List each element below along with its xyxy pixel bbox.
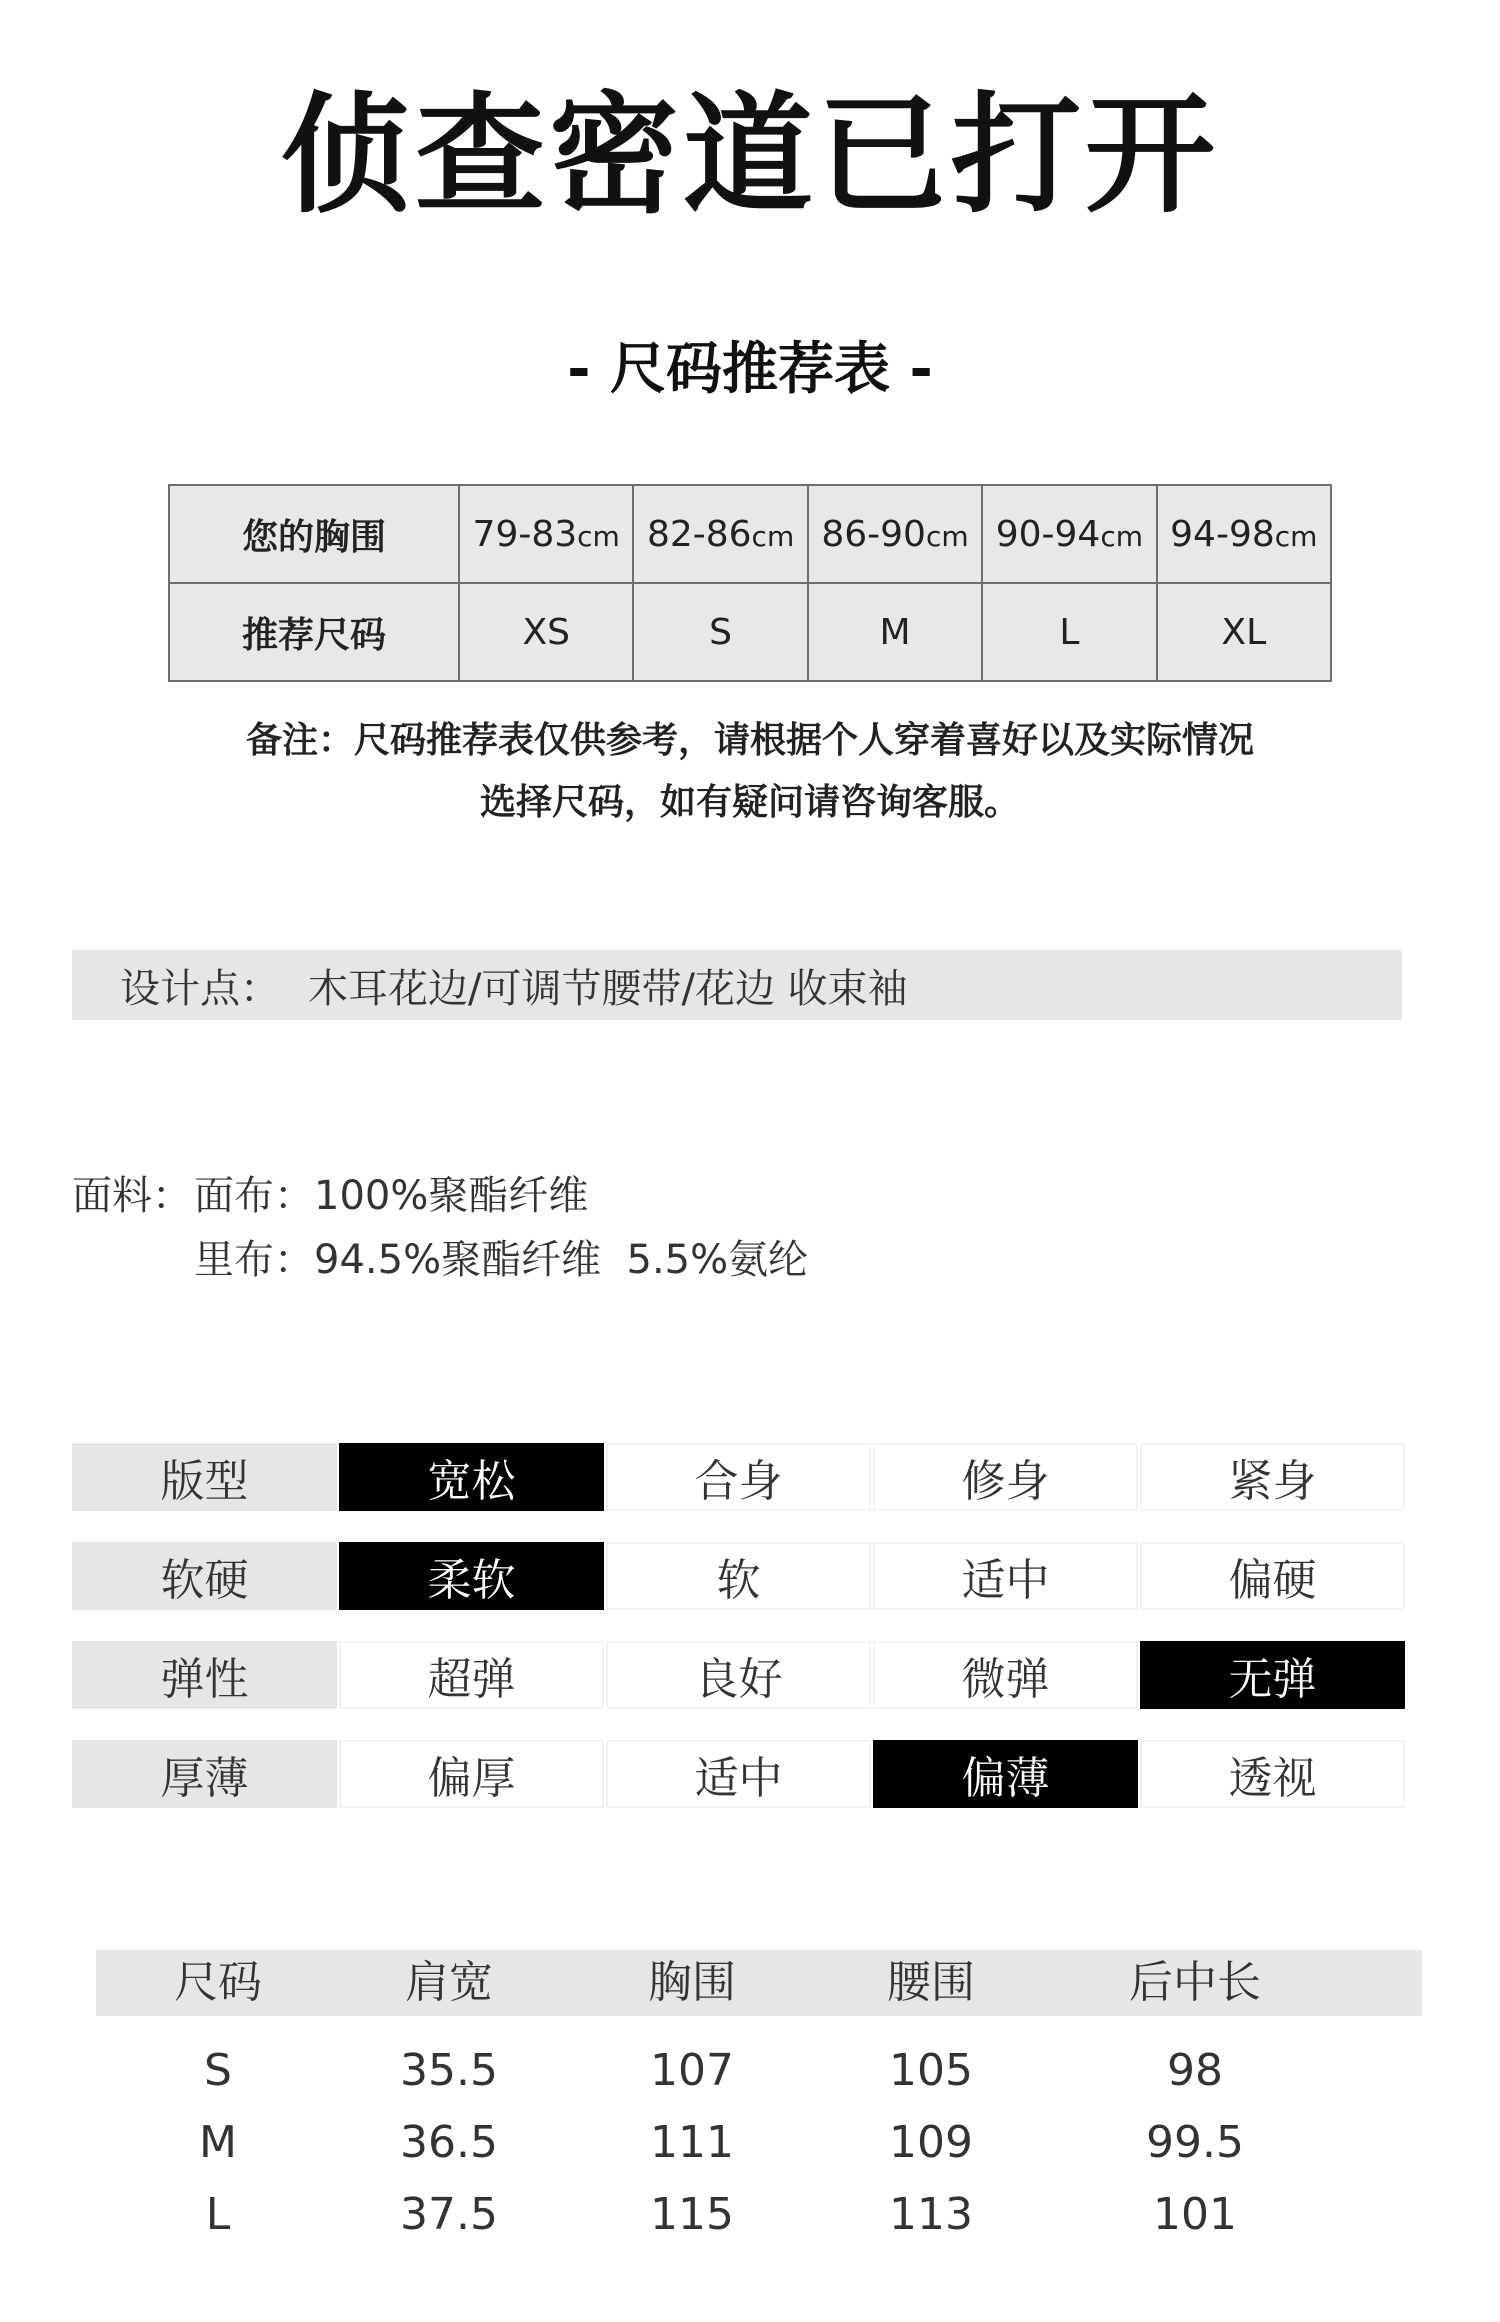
attribute-option: 适中 bbox=[606, 1740, 871, 1808]
attribute-option: 紧身 bbox=[1140, 1443, 1405, 1511]
chest-range-value: 79-83 bbox=[472, 513, 578, 555]
fabric-label: 面料： bbox=[72, 1173, 192, 1219]
fabric-lining-row bbox=[72, 1228, 808, 1292]
attribute-option: 宽松 bbox=[339, 1443, 604, 1511]
measurement-cell: S bbox=[204, 2045, 232, 2096]
measurement-header-cell: 胸围 bbox=[648, 1957, 736, 2008]
attribute-row-softness bbox=[72, 1542, 1406, 1610]
attribute-option: 无弹 bbox=[1140, 1641, 1405, 1709]
design-points-bar bbox=[72, 950, 1402, 1020]
attribute-option: 偏硬 bbox=[1140, 1542, 1405, 1610]
chest-range-value: 90-94 bbox=[995, 513, 1101, 555]
recommended-size: M bbox=[808, 583, 982, 681]
unit-label: cm bbox=[1100, 519, 1143, 553]
fabric-outer-row bbox=[72, 1164, 808, 1228]
chest-range-cell bbox=[1157, 485, 1331, 583]
measurement-cell: 111 bbox=[650, 2117, 734, 2168]
chest-range-value: 82-86 bbox=[646, 513, 752, 555]
measurement-cell: 115 bbox=[650, 2189, 734, 2240]
measurement-cell: 105 bbox=[889, 2045, 973, 2096]
attribute-option: 适中 bbox=[873, 1542, 1138, 1610]
unit-label: cm bbox=[751, 519, 795, 553]
measurement-row bbox=[0, 2110, 1500, 2176]
attribute-option: 软 bbox=[606, 1542, 871, 1610]
lining-fabric-label: 里布： bbox=[194, 1237, 314, 1283]
measurement-cell: L bbox=[205, 2189, 231, 2240]
measurement-row bbox=[0, 2182, 1500, 2248]
measurement-cell: 99.5 bbox=[1146, 2117, 1244, 2168]
size-chart-subtitle: - 尺码推荐表 - bbox=[567, 337, 933, 402]
size-recommendation-table bbox=[168, 484, 1332, 682]
attribute-option: 超弹 bbox=[339, 1641, 604, 1709]
unit-label: cm bbox=[925, 519, 969, 553]
chest-label: 您的胸围 bbox=[169, 485, 459, 583]
measurement-header-cell: 肩宽 bbox=[405, 1957, 493, 2008]
measurement-cell: 35.5 bbox=[400, 2045, 498, 2096]
attribute-label: 版型 bbox=[72, 1443, 337, 1511]
chest-range-cell bbox=[633, 485, 807, 583]
design-label: 设计点： bbox=[120, 965, 280, 1012]
measurement-cell: 36.5 bbox=[400, 2117, 498, 2168]
chest-range-value: 86-90 bbox=[821, 513, 926, 555]
fabric-info bbox=[72, 1164, 808, 1292]
attribute-label: 软硬 bbox=[72, 1542, 337, 1610]
design-value: 木耳花边/可调节腰带/花边 收束袖 bbox=[308, 965, 908, 1012]
attribute-option: 良好 bbox=[606, 1641, 871, 1709]
measurement-cell: 98 bbox=[1167, 2045, 1223, 2096]
measurement-header-cell: 后中长 bbox=[1129, 1957, 1261, 2008]
measurement-row bbox=[0, 2038, 1500, 2104]
recommended-size: S bbox=[633, 583, 807, 681]
attribute-option: 透视 bbox=[1140, 1740, 1405, 1808]
chest-range-cell bbox=[459, 485, 633, 583]
chest-range-value: 94-98 bbox=[1170, 513, 1275, 555]
attribute-option: 微弹 bbox=[873, 1641, 1138, 1709]
measurement-header-cell: 尺码 bbox=[174, 1957, 262, 2008]
measurement-cell: M bbox=[199, 2117, 237, 2168]
recommended-size: XL bbox=[1157, 583, 1331, 681]
attribute-row-fit bbox=[72, 1443, 1406, 1511]
attribute-option: 偏薄 bbox=[873, 1740, 1138, 1808]
outer-fabric-label: 面布： bbox=[194, 1173, 314, 1219]
measurement-cell: 113 bbox=[889, 2189, 973, 2240]
measurement-cell: 101 bbox=[1153, 2189, 1237, 2240]
attribute-grid bbox=[72, 1443, 1406, 1839]
attribute-option: 修身 bbox=[873, 1443, 1138, 1511]
note-line: 备注：尺码推荐表仅供参考，请根据个人穿着喜好以及实际情况 bbox=[245, 720, 1254, 761]
recommended-size: L bbox=[982, 583, 1156, 681]
measurement-header-cell: 腰围 bbox=[887, 1957, 975, 2008]
attribute-option: 合身 bbox=[606, 1443, 871, 1511]
attribute-option: 柔软 bbox=[339, 1542, 604, 1610]
note-line: 选择尺码，如有疑问请咨询客服。 bbox=[479, 782, 1020, 823]
unit-label: cm bbox=[577, 519, 620, 553]
size-label: 推荐尺码 bbox=[169, 583, 459, 681]
size-note bbox=[150, 710, 1350, 834]
attribute-label: 厚薄 bbox=[72, 1740, 337, 1808]
measurement-cell: 37.5 bbox=[400, 2189, 498, 2240]
measurement-cell: 107 bbox=[650, 2045, 734, 2096]
size-row bbox=[169, 583, 1331, 681]
measurement-cell: 109 bbox=[889, 2117, 973, 2168]
fabric-indent bbox=[72, 1228, 194, 1292]
attribute-label: 弹性 bbox=[72, 1641, 337, 1709]
unit-label: cm bbox=[1274, 519, 1318, 553]
attribute-row-elasticity bbox=[72, 1641, 1406, 1709]
chest-range-cell bbox=[982, 485, 1156, 583]
attribute-row-thickness bbox=[72, 1740, 1406, 1808]
outer-fabric-value: 100%聚酯纤维 bbox=[314, 1173, 589, 1219]
chest-row bbox=[169, 485, 1331, 583]
page-title: 侦查密道已打开 bbox=[280, 79, 1219, 231]
lining-fabric-value: 94.5%聚酯纤维 5.5%氨纶 bbox=[314, 1237, 809, 1283]
chest-range-cell bbox=[808, 485, 982, 583]
measurement-header bbox=[0, 1950, 1500, 2016]
attribute-option: 偏厚 bbox=[339, 1740, 604, 1808]
recommended-size: XS bbox=[459, 583, 633, 681]
